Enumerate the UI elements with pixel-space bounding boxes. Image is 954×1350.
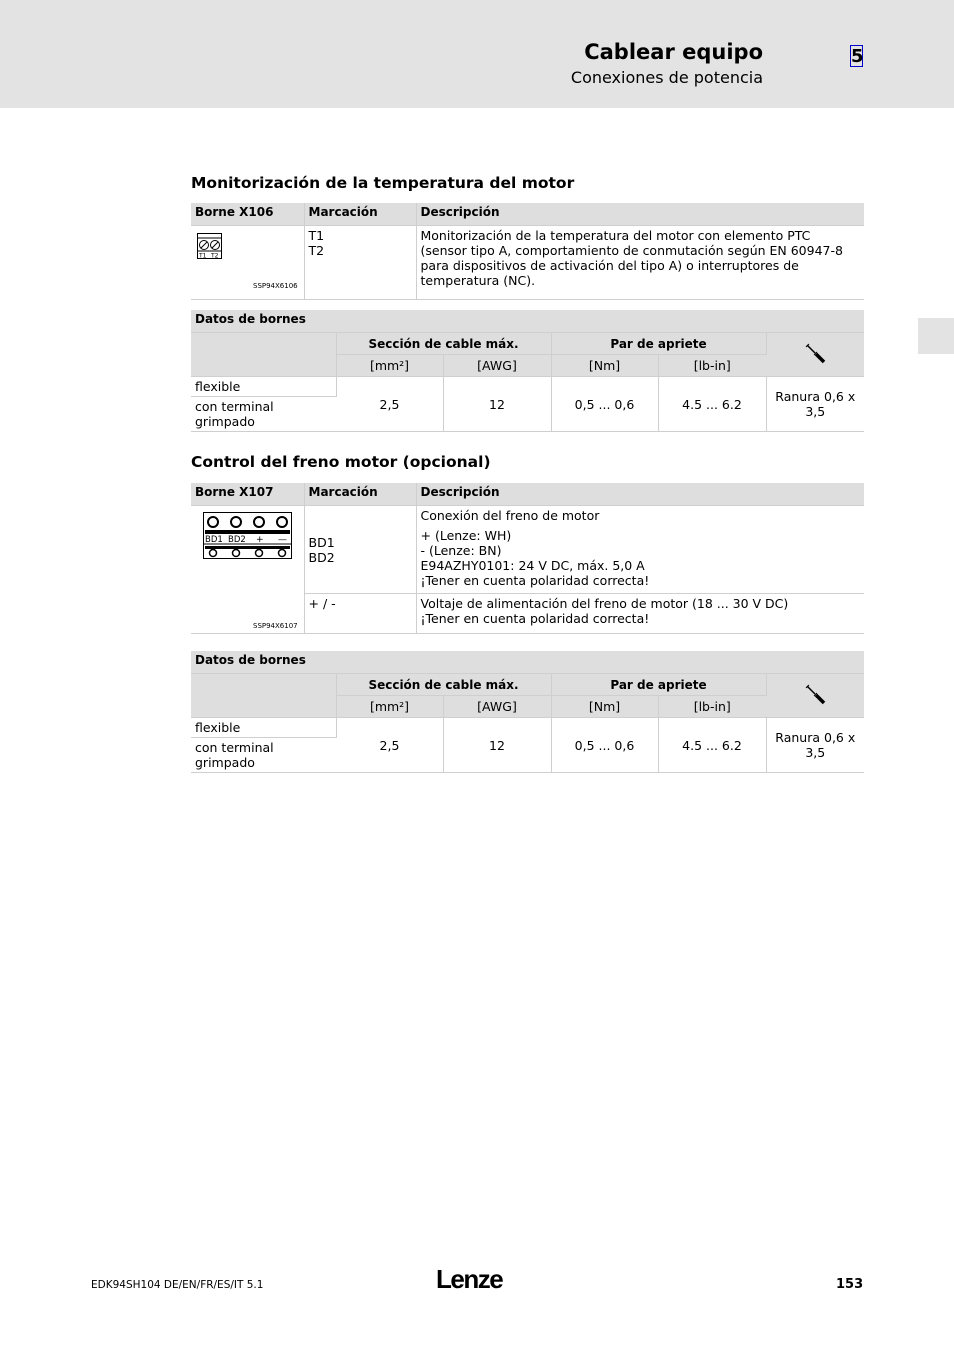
unit-mm2: [mm²] <box>336 696 443 718</box>
figure-label: SSP94X6106 <box>253 282 298 290</box>
value-awg: 12 <box>443 718 551 773</box>
row-flexible: flexible <box>191 377 336 397</box>
group-header-torque: Par de apriete <box>551 674 766 696</box>
value-mm2: 2,5 <box>336 718 443 773</box>
chapter-title: Cablear equipo <box>584 40 763 64</box>
value-lbin: 4.5 ... 6.2 <box>658 718 766 773</box>
desc-line: Voltaje de alimentación del freno de motor (18 ... 30 V DC) <box>420 596 789 611</box>
value-nm: 0,5 ... 0,6 <box>551 377 658 432</box>
marking-t1: T1 <box>308 228 325 243</box>
screwdriver-icon <box>804 683 826 705</box>
group-header-torque: Par de apriete <box>551 333 766 355</box>
marking-cell-bd <box>304 506 416 594</box>
chapter-number: 5 <box>851 46 864 67</box>
col-header-marking: Marcación <box>304 203 416 226</box>
unit-awg: [AWG] <box>443 355 551 377</box>
terminal-label-plus: + <box>256 535 264 545</box>
desc-line: ¡Tener en cuenta polaridad correcta! <box>420 573 650 588</box>
description-cell: Monitorización de la temperatura del motor con elemento PTC (sensor tipo A, comportamiento de conmutación según EN 60947-8 para dispositivos de activación del tipo A) o interruptores de temperatura (NC). <box>416 226 864 300</box>
side-tab-marker <box>918 318 954 354</box>
value-mm2: 2,5 <box>336 377 443 432</box>
value-tool: Ranura 0,6 x 3,5 <box>766 377 864 432</box>
terminal-label-t1: T1 <box>199 252 207 260</box>
screwdriver-icon <box>804 342 826 364</box>
terminal-x107-icon <box>203 512 293 560</box>
col-header-terminal: Borne X107 <box>191 483 304 506</box>
unit-awg: [AWG] <box>443 696 551 718</box>
marking-cell-supply: + / - <box>304 594 416 634</box>
marking-bd1: BD1 <box>308 534 335 550</box>
data-table-title: Datos de bornes <box>191 651 864 674</box>
unit-mm2: [mm²] <box>336 355 443 377</box>
terminal-label-bd2: BD2 <box>228 535 246 545</box>
terminal-data-table-1 <box>191 310 864 432</box>
marking-t2: T2 <box>308 243 325 258</box>
desc-line: + (Lenze: WH) <box>420 528 512 543</box>
terminal-label-minus: — <box>278 535 287 545</box>
marking-bd2: BD2 <box>308 549 335 565</box>
page-number: 153 <box>836 1277 864 1292</box>
terminal-data-table-2 <box>191 651 864 773</box>
description-cell-bd <box>416 506 864 594</box>
section-title-brake-control: Control del freno motor (opcional) <box>191 453 491 471</box>
terminal-figure-x107 <box>191 506 304 634</box>
row-crimped: con terminal grimpado <box>191 738 336 773</box>
unit-lbin: [lb-in] <box>658 355 766 377</box>
screwdriver-cell <box>766 674 864 718</box>
terminal-label-t2: T2 <box>211 252 219 260</box>
group-header-wire-section: Sección de cable máx. <box>336 333 551 355</box>
lenze-logo: Lenze <box>436 1264 503 1294</box>
marking-cell <box>304 226 416 300</box>
screwdriver-cell <box>766 333 864 377</box>
col-header-description: Descripción <box>416 203 864 226</box>
desc-line: ¡Tener en cuenta polaridad correcta! <box>420 611 650 626</box>
unit-nm: [Nm] <box>551 355 658 377</box>
row-flexible: flexible <box>191 718 336 738</box>
value-lbin: 4.5 ... 6.2 <box>658 377 766 432</box>
terminal-x106-icon <box>197 233 223 261</box>
terminal-table-x106 <box>191 203 864 300</box>
desc-line: E94AZHY0101: 24 V DC, máx. 5,0 A <box>420 558 645 573</box>
chapter-subtitle: Conexiones de potencia <box>570 68 763 87</box>
document-id: EDK94SH104 DE/EN/FR/ES/IT 5.1 <box>91 1279 264 1291</box>
value-awg: 12 <box>443 377 551 432</box>
group-header-wire-section: Sección de cable máx. <box>336 674 551 696</box>
row-crimped: con terminal grimpado <box>191 397 336 432</box>
value-tool: Ranura 0,6 x 3,5 <box>766 718 864 773</box>
unit-nm: [Nm] <box>551 696 658 718</box>
desc-line: Conexión del freno de motor <box>420 508 600 523</box>
col-header-marking: Marcación <box>304 483 416 506</box>
value-nm: 0,5 ... 0,6 <box>551 718 658 773</box>
unit-lbin: [lb-in] <box>658 696 766 718</box>
data-table-title: Datos de bornes <box>191 310 864 333</box>
data-table-corner <box>191 674 336 718</box>
terminal-label-bd1: BD1 <box>205 535 223 545</box>
description-cell-supply <box>416 594 864 634</box>
section-title-motor-temp: Monitorización de la temperatura del motor <box>191 174 575 192</box>
col-header-terminal: Borne X106 <box>191 203 304 226</box>
figure-label: SSP94X6107 <box>253 622 298 630</box>
terminal-figure-x106 <box>191 226 304 300</box>
data-table-corner <box>191 333 336 377</box>
terminal-table-x107 <box>191 483 864 634</box>
col-header-description: Descripción <box>416 483 864 506</box>
desc-line: - (Lenze: BN) <box>420 543 502 558</box>
page-header <box>0 0 954 108</box>
